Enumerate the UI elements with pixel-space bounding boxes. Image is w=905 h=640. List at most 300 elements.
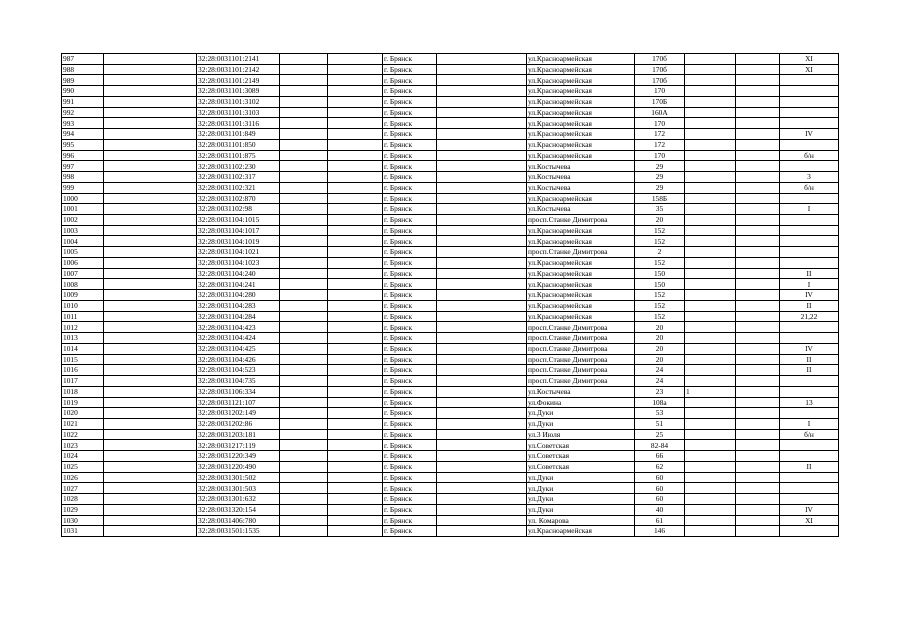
cadastral-number-cell: 32:28:0031101:2149 <box>197 75 280 86</box>
table-row <box>62 440 839 451</box>
row-number-cell: 1029 <box>62 504 104 515</box>
empty-col-cell <box>280 107 328 118</box>
empty-col-cell <box>280 526 328 537</box>
room-cell: XI <box>780 54 839 65</box>
cadastral-number-cell: 32:28:0031320:154 <box>197 504 280 515</box>
empty-col-cell <box>104 300 197 311</box>
row-number-cell: 1010 <box>62 300 104 311</box>
empty-col-cell <box>328 182 383 193</box>
empty-col-cell <box>437 118 527 129</box>
house-number-cell: 170б <box>635 75 685 86</box>
room-cell <box>780 75 839 86</box>
empty-col-cell <box>280 129 328 140</box>
city-cell: г. Брянск <box>383 397 437 408</box>
empty-col-cell <box>736 96 780 107</box>
table-row <box>62 515 839 526</box>
room-cell <box>780 440 839 451</box>
empty-col-cell <box>437 193 527 204</box>
empty-col-cell <box>280 483 328 494</box>
empty-col-cell <box>736 75 780 86</box>
house-number-cell: 29 <box>635 161 685 172</box>
empty-col-cell <box>437 418 527 429</box>
table-row <box>62 182 839 193</box>
city-cell: г. Брянск <box>383 461 437 472</box>
empty-col-cell <box>437 96 527 107</box>
empty-col-cell <box>437 322 527 333</box>
table-row <box>62 376 839 387</box>
table-row <box>62 172 839 183</box>
table-row <box>62 526 839 537</box>
row-number-cell: 990 <box>62 86 104 97</box>
empty-col-cell <box>736 386 780 397</box>
house-number-cell: 172 <box>635 129 685 140</box>
room-cell <box>780 225 839 236</box>
room-cell: IV <box>780 290 839 301</box>
empty-col-cell <box>736 161 780 172</box>
empty-col-cell <box>437 461 527 472</box>
empty-col-cell <box>104 86 197 97</box>
table-row <box>62 461 839 472</box>
empty-col-cell <box>104 257 197 268</box>
empty-col-cell <box>328 311 383 322</box>
empty-col-cell <box>280 354 328 365</box>
building-cell <box>685 215 736 226</box>
empty-col-cell <box>328 461 383 472</box>
empty-col-cell <box>104 279 197 290</box>
city-cell: г. Брянск <box>383 311 437 322</box>
empty-col-cell <box>736 515 780 526</box>
house-number-cell: 20 <box>635 343 685 354</box>
empty-col-cell <box>437 247 527 258</box>
cadastral-number-cell: 32:28:0031101:2142 <box>197 64 280 75</box>
empty-col-cell <box>736 322 780 333</box>
empty-col-cell <box>328 494 383 505</box>
empty-col-cell <box>437 139 527 150</box>
empty-col-cell <box>280 225 328 236</box>
empty-col-cell <box>104 118 197 129</box>
empty-col-cell <box>736 333 780 344</box>
room-cell <box>780 236 839 247</box>
cadastral-number-cell: 32:28:0031101:850 <box>197 139 280 150</box>
empty-col-cell <box>280 86 328 97</box>
empty-col-cell <box>328 172 383 183</box>
cadastral-number-cell: 32:28:0031301:503 <box>197 483 280 494</box>
empty-col-cell <box>437 215 527 226</box>
city-cell: г. Брянск <box>383 504 437 515</box>
empty-col-cell <box>280 182 328 193</box>
empty-col-cell <box>736 494 780 505</box>
empty-col-cell <box>736 418 780 429</box>
cadastral-number-cell: 32:28:0031104:280 <box>197 290 280 301</box>
empty-col-cell <box>736 107 780 118</box>
empty-col-cell <box>437 343 527 354</box>
empty-col-cell <box>104 236 197 247</box>
row-number-cell: 1022 <box>62 429 104 440</box>
room-cell <box>780 86 839 97</box>
house-number-cell: 152 <box>635 236 685 247</box>
city-cell: г. Брянск <box>383 472 437 483</box>
city-cell: г. Брянск <box>383 386 437 397</box>
table-body <box>62 54 839 537</box>
row-number-cell: 1026 <box>62 472 104 483</box>
house-number-cell: 170 <box>635 86 685 97</box>
table-row <box>62 483 839 494</box>
street-cell: ул. Комарова <box>527 515 635 526</box>
building-cell <box>685 397 736 408</box>
house-number-cell: 60 <box>635 472 685 483</box>
street-cell: ул.Костычева <box>527 204 635 215</box>
city-cell: г. Брянск <box>383 268 437 279</box>
street-cell: ул.Красноармейская <box>527 300 635 311</box>
empty-col-cell <box>328 515 383 526</box>
empty-col-cell <box>104 333 197 344</box>
cadastral-number-cell: 32:28:0031121:107 <box>197 397 280 408</box>
empty-col-cell <box>736 236 780 247</box>
room-cell: XI <box>780 515 839 526</box>
house-number-cell: 170 <box>635 150 685 161</box>
room-cell: I <box>780 418 839 429</box>
street-cell: просп.Станке Димитрова <box>527 322 635 333</box>
building-cell <box>685 472 736 483</box>
room-cell <box>780 139 839 150</box>
empty-col-cell <box>280 472 328 483</box>
empty-col-cell <box>328 54 383 65</box>
cadastral-number-cell: 32:28:0031104:426 <box>197 354 280 365</box>
empty-col-cell <box>328 193 383 204</box>
empty-col-cell <box>328 215 383 226</box>
table-row <box>62 54 839 65</box>
empty-col-cell <box>736 193 780 204</box>
cadastral-number-cell: 32:28:0031104:1015 <box>197 215 280 226</box>
row-number-cell: 1007 <box>62 268 104 279</box>
street-cell: ул.Красноармейская <box>527 64 635 75</box>
house-number-cell: 29 <box>635 172 685 183</box>
empty-col-cell <box>736 64 780 75</box>
table-row <box>62 204 839 215</box>
empty-col-cell <box>328 300 383 311</box>
empty-col-cell <box>736 279 780 290</box>
empty-col-cell <box>280 440 328 451</box>
empty-col-cell <box>736 172 780 183</box>
empty-col-cell <box>736 376 780 387</box>
street-cell: ул.Красноармейская <box>527 290 635 301</box>
room-cell: II <box>780 354 839 365</box>
empty-col-cell <box>328 333 383 344</box>
room-cell <box>780 483 839 494</box>
empty-col-cell <box>104 472 197 483</box>
cadastral-number-cell: 32:28:0031102:321 <box>197 182 280 193</box>
empty-col-cell <box>328 376 383 387</box>
city-cell: г. Брянск <box>383 343 437 354</box>
empty-col-cell <box>736 429 780 440</box>
room-cell <box>780 118 839 129</box>
empty-col-cell <box>736 300 780 311</box>
room-cell <box>780 107 839 118</box>
city-cell: г. Брянск <box>383 225 437 236</box>
building-cell <box>685 365 736 376</box>
empty-col-cell <box>104 172 197 183</box>
empty-col-cell <box>736 247 780 258</box>
cadastral-number-cell: 32:28:0031101:3116 <box>197 118 280 129</box>
empty-col-cell <box>437 204 527 215</box>
street-cell: ул.Красноармейская <box>527 96 635 107</box>
empty-col-cell <box>736 150 780 161</box>
empty-col-cell <box>280 504 328 515</box>
empty-col-cell <box>328 451 383 462</box>
empty-col-cell <box>437 107 527 118</box>
empty-col-cell <box>104 483 197 494</box>
cadastral-number-cell: 32:28:0031104:735 <box>197 376 280 387</box>
street-cell: ул.Советская <box>527 461 635 472</box>
empty-col-cell <box>736 451 780 462</box>
room-cell <box>780 451 839 462</box>
empty-col-cell <box>280 204 328 215</box>
house-number-cell: 152 <box>635 257 685 268</box>
property-table <box>61 53 839 537</box>
row-number-cell: 1031 <box>62 526 104 537</box>
empty-col-cell <box>736 215 780 226</box>
row-number-cell: 1004 <box>62 236 104 247</box>
row-number-cell: 1000 <box>62 193 104 204</box>
empty-col-cell <box>104 461 197 472</box>
table-row <box>62 215 839 226</box>
empty-col-cell <box>437 75 527 86</box>
house-number-cell: 170б <box>635 64 685 75</box>
table-row <box>62 150 839 161</box>
empty-col-cell <box>328 107 383 118</box>
empty-col-cell <box>104 494 197 505</box>
cadastral-number-cell: 32:28:0031301:502 <box>197 472 280 483</box>
room-cell <box>780 322 839 333</box>
room-cell: IV <box>780 343 839 354</box>
table-row <box>62 236 839 247</box>
city-cell: г. Брянск <box>383 483 437 494</box>
empty-col-cell <box>280 386 328 397</box>
building-cell <box>685 139 736 150</box>
cadastral-number-cell: 32:28:0031217:119 <box>197 440 280 451</box>
room-cell: б/н <box>780 150 839 161</box>
table-row <box>62 472 839 483</box>
empty-col-cell <box>280 172 328 183</box>
table-row <box>62 75 839 86</box>
street-cell: ул.Костычева <box>527 386 635 397</box>
building-cell <box>685 107 736 118</box>
room-cell: II <box>780 365 839 376</box>
cadastral-number-cell: 32:28:0031101:2141 <box>197 54 280 65</box>
cadastral-number-cell: 32:28:0031104:423 <box>197 322 280 333</box>
house-number-cell: 2 <box>635 247 685 258</box>
row-number-cell: 1013 <box>62 333 104 344</box>
building-cell <box>685 161 736 172</box>
empty-col-cell <box>104 397 197 408</box>
city-cell: г. Брянск <box>383 172 437 183</box>
empty-col-cell <box>736 461 780 472</box>
empty-col-cell <box>328 268 383 279</box>
empty-col-cell <box>328 408 383 419</box>
city-cell: г. Брянск <box>383 290 437 301</box>
empty-col-cell <box>736 526 780 537</box>
street-cell: ул.Красноармейская <box>527 118 635 129</box>
room-cell: IV <box>780 129 839 140</box>
empty-col-cell <box>437 397 527 408</box>
cadastral-number-cell: 32:28:0031104:284 <box>197 311 280 322</box>
building-cell: 1 <box>685 386 736 397</box>
city-cell: г. Брянск <box>383 322 437 333</box>
house-number-cell: 170 <box>635 118 685 129</box>
building-cell <box>685 129 736 140</box>
house-number-cell: 150 <box>635 279 685 290</box>
city-cell: г. Брянск <box>383 440 437 451</box>
building-cell <box>685 440 736 451</box>
table-row <box>62 354 839 365</box>
house-number-cell: 20 <box>635 215 685 226</box>
empty-col-cell <box>736 440 780 451</box>
street-cell: просп.Станке Димитрова <box>527 376 635 387</box>
empty-col-cell <box>280 515 328 526</box>
cadastral-number-cell: 32:28:0031104:1019 <box>197 236 280 247</box>
city-cell: г. Брянск <box>383 451 437 462</box>
cadastral-number-cell: 32:28:0031102:98 <box>197 204 280 215</box>
row-number-cell: 1006 <box>62 257 104 268</box>
empty-col-cell <box>328 429 383 440</box>
empty-col-cell <box>280 333 328 344</box>
cadastral-number-cell: 32:28:0031106:334 <box>197 386 280 397</box>
cadastral-number-cell: 32:28:0031203:181 <box>197 429 280 440</box>
cadastral-number-cell: 32:28:0031104:241 <box>197 279 280 290</box>
row-number-cell: 993 <box>62 118 104 129</box>
table-row <box>62 429 839 440</box>
table-row <box>62 322 839 333</box>
table-row <box>62 193 839 204</box>
row-number-cell: 1008 <box>62 279 104 290</box>
building-cell <box>685 54 736 65</box>
empty-col-cell <box>104 204 197 215</box>
row-number-cell: 1020 <box>62 408 104 419</box>
row-number-cell: 1018 <box>62 386 104 397</box>
building-cell <box>685 343 736 354</box>
building-cell <box>685 118 736 129</box>
empty-col-cell <box>437 376 527 387</box>
city-cell: г. Брянск <box>383 54 437 65</box>
empty-col-cell <box>736 182 780 193</box>
building-cell <box>685 504 736 515</box>
building-cell <box>685 376 736 387</box>
empty-col-cell <box>328 504 383 515</box>
city-cell: г. Брянск <box>383 129 437 140</box>
row-number-cell: 1028 <box>62 494 104 505</box>
row-number-cell: 998 <box>62 172 104 183</box>
street-cell: ул.Красноармейская <box>527 236 635 247</box>
building-cell <box>685 236 736 247</box>
street-cell: ул.Красноармейская <box>527 526 635 537</box>
house-number-cell: 60 <box>635 483 685 494</box>
building-cell <box>685 75 736 86</box>
empty-col-cell <box>280 376 328 387</box>
street-cell: ул.Советская <box>527 451 635 462</box>
cadastral-number-cell: 32:28:0031104:1021 <box>197 247 280 258</box>
row-number-cell: 1011 <box>62 311 104 322</box>
table-row <box>62 311 839 322</box>
cadastral-number-cell: 32:28:0031202:86 <box>197 418 280 429</box>
empty-col-cell <box>437 440 527 451</box>
room-cell <box>780 386 839 397</box>
empty-col-cell <box>104 107 197 118</box>
empty-col-cell <box>104 247 197 258</box>
table-row <box>62 107 839 118</box>
building-cell <box>685 182 736 193</box>
city-cell: г. Брянск <box>383 161 437 172</box>
empty-col-cell <box>280 397 328 408</box>
empty-col-cell <box>736 268 780 279</box>
row-number-cell: 992 <box>62 107 104 118</box>
empty-col-cell <box>328 139 383 150</box>
building-cell <box>685 408 736 419</box>
empty-col-cell <box>437 365 527 376</box>
empty-col-cell <box>328 86 383 97</box>
empty-col-cell <box>328 365 383 376</box>
empty-col-cell <box>328 257 383 268</box>
house-number-cell: 62 <box>635 461 685 472</box>
empty-col-cell <box>280 343 328 354</box>
cadastral-number-cell: 32:28:0031101:849 <box>197 129 280 140</box>
cadastral-number-cell: 32:28:0031101:875 <box>197 150 280 161</box>
house-number-cell: 40 <box>635 504 685 515</box>
city-cell: г. Брянск <box>383 279 437 290</box>
empty-col-cell <box>280 215 328 226</box>
cadastral-number-cell: 32:28:0031104:424 <box>197 333 280 344</box>
empty-col-cell <box>328 150 383 161</box>
house-number-cell: 20 <box>635 333 685 344</box>
table-row <box>62 225 839 236</box>
city-cell: г. Брянск <box>383 236 437 247</box>
empty-col-cell <box>736 257 780 268</box>
empty-col-cell <box>437 279 527 290</box>
empty-col-cell <box>104 215 197 226</box>
house-number-cell: 25 <box>635 429 685 440</box>
room-cell <box>780 161 839 172</box>
room-cell <box>780 408 839 419</box>
city-cell: г. Брянск <box>383 118 437 129</box>
cadastral-number-cell: 32:28:0031104:523 <box>197 365 280 376</box>
street-cell: просп.Станке Димитрова <box>527 365 635 376</box>
row-number-cell: 1005 <box>62 247 104 258</box>
cadastral-number-cell: 32:28:0031406:780 <box>197 515 280 526</box>
empty-col-cell <box>104 161 197 172</box>
building-cell <box>685 418 736 429</box>
house-number-cell: 29 <box>635 182 685 193</box>
empty-col-cell <box>104 376 197 387</box>
room-cell: II <box>780 300 839 311</box>
row-number-cell: 996 <box>62 150 104 161</box>
empty-col-cell <box>736 86 780 97</box>
room-cell: 13 <box>780 397 839 408</box>
city-cell: г. Брянск <box>383 333 437 344</box>
empty-col-cell <box>280 290 328 301</box>
room-cell <box>780 193 839 204</box>
empty-col-cell <box>104 182 197 193</box>
street-cell: ул.Красноармейская <box>527 129 635 140</box>
table-row <box>62 118 839 129</box>
empty-col-cell <box>280 118 328 129</box>
empty-col-cell <box>437 386 527 397</box>
building-cell <box>685 515 736 526</box>
empty-col-cell <box>280 150 328 161</box>
table-row <box>62 343 839 354</box>
empty-col-cell <box>437 54 527 65</box>
street-cell: ул.Красноармейская <box>527 311 635 322</box>
house-number-cell: 152 <box>635 290 685 301</box>
empty-col-cell <box>104 526 197 537</box>
